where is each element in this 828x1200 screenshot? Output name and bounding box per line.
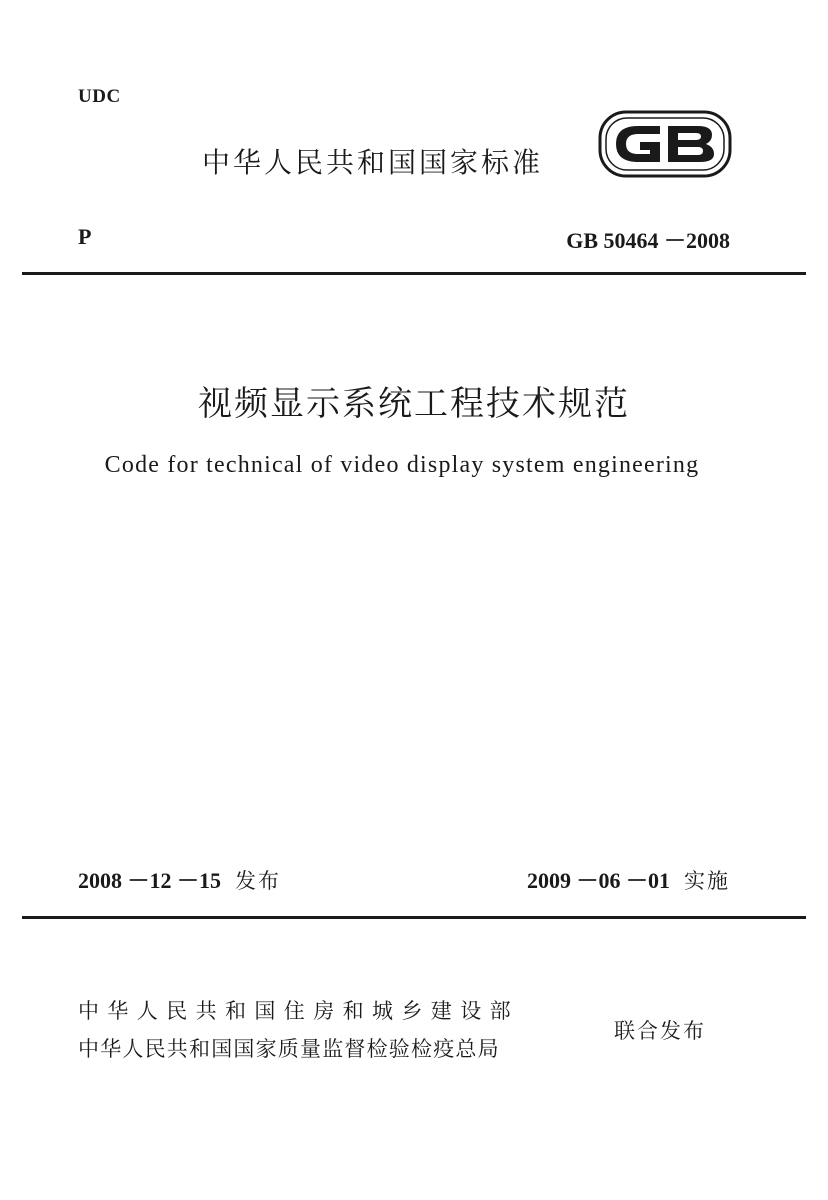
gb-logo — [598, 110, 732, 178]
standard-type-heading: 中华人民共和国国家标准 — [202, 146, 544, 179]
title-chinese: 视频显示系统工程技术规范 — [198, 384, 630, 424]
category-code: P — [78, 224, 92, 249]
top-divider — [22, 272, 806, 275]
title-english: Code for technical of video display system engineering — [104, 452, 700, 478]
gb-logo-letter-b — [668, 126, 714, 162]
implementation-date: 2009 －06 －01 — [526, 868, 670, 893]
issue-label: 发布 — [235, 869, 282, 893]
gb-logo-graphic — [598, 110, 732, 178]
implementation-label: 实施 — [684, 869, 730, 893]
issuer-line-2: 中华人民共和国国家质量监督检验检疫总局 — [78, 1037, 500, 1061]
standard-number: GB 50464 －2008 — [566, 228, 730, 253]
bottom-divider — [22, 916, 806, 919]
issue-date-block — [78, 864, 281, 895]
issuer-line-1: 中华人民共和国住房和城乡建设部 — [78, 999, 519, 1023]
gb-logo-letter-g — [616, 126, 660, 162]
implementation-date-block — [527, 864, 730, 895]
gb-logo-text: GB — [598, 110, 600, 111]
udc-label: UDC — [78, 86, 121, 107]
issue-date: 2008 －12 －15 — [78, 868, 222, 893]
joint-release-label: 联合发布 — [614, 1019, 706, 1043]
